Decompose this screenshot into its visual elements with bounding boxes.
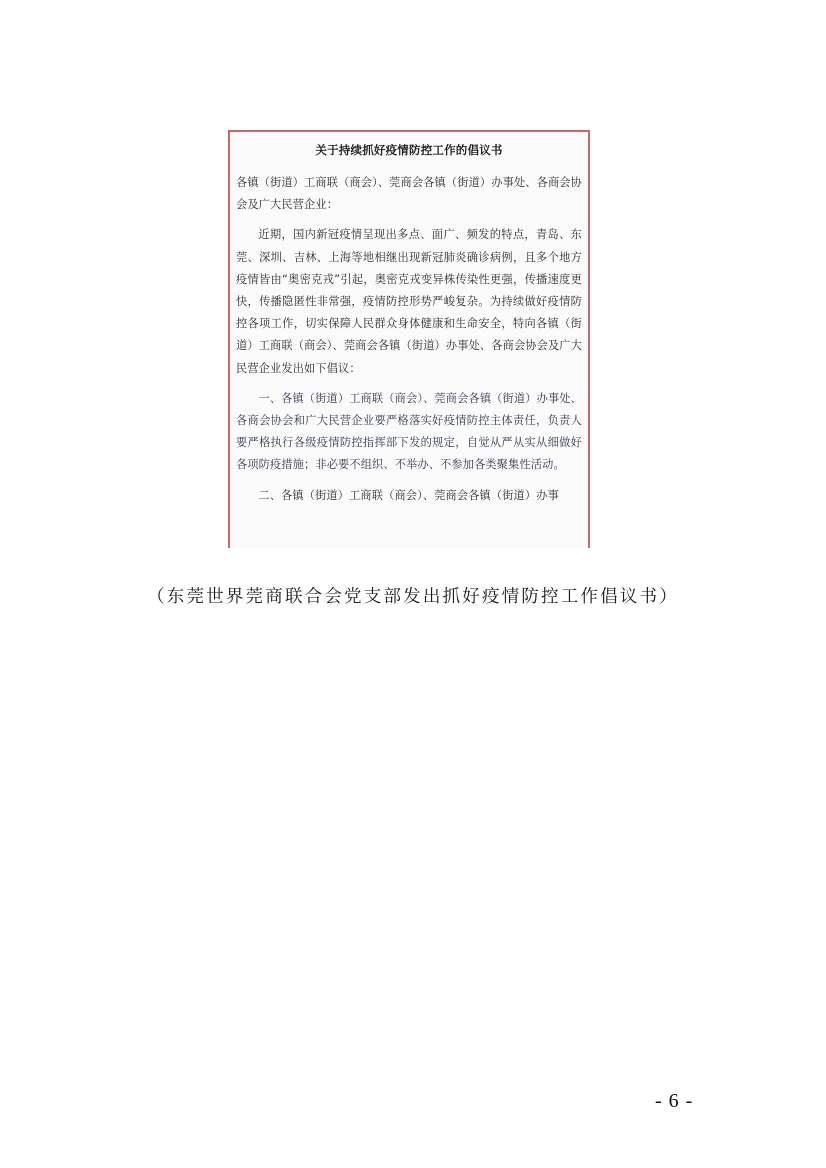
document-paragraph-item-1: 一、各镇（街道）工商联（商会）、莞商会各镇（街道）办事处、各商会协会和广大民营企业要严格落实好疫情防控主体责任，负责人要严格执行各级疫情防控指挥部下发的规定，自觉从严从实从细做好各项防疫措施；非必要不组织、不举办、不参加各类聚集性活动。 (236, 391, 582, 472)
scanned-document-content (236, 132, 582, 515)
document-salutation: 各镇（街道）工商联（商会）、莞商会各镇（街道）办事处、各商会协会及广大民营企业： (236, 176, 582, 212)
scanned-document-image (228, 130, 590, 548)
image-caption: （东莞世界莞商联合会党支部发出抓好疫情防控工作倡议书） (147, 587, 679, 607)
document-paragraph-item-2: 二、各镇（街道）工商联（商会）、莞商会各镇（街道）办事 (258, 488, 559, 502)
document-title: 关于持续抓好疫情防控工作的倡议书 (315, 143, 503, 157)
page-number: - 6 - (655, 1090, 694, 1112)
document-paragraph-intro: 近期，国内新冠疫情呈现出多点、面广、频发的特点，青岛、东莞、深圳、吉林、上海等地相继出现新冠肺炎确诊病例，且多个地方疫情皆由“奥密克戎”引起，奥密克戎变异株传染性更强，传播速度更快，传播隐匿性非常强，疫情防控形势严峻复杂。为持续做好疫情防控各项工作，切实保障人民群众身体健康和生命安全，特向各镇（街道）工商联（商会）、莞商会各镇（街道）办事处、各商会协会及广大民营企业发出如下倡议： (236, 228, 582, 375)
